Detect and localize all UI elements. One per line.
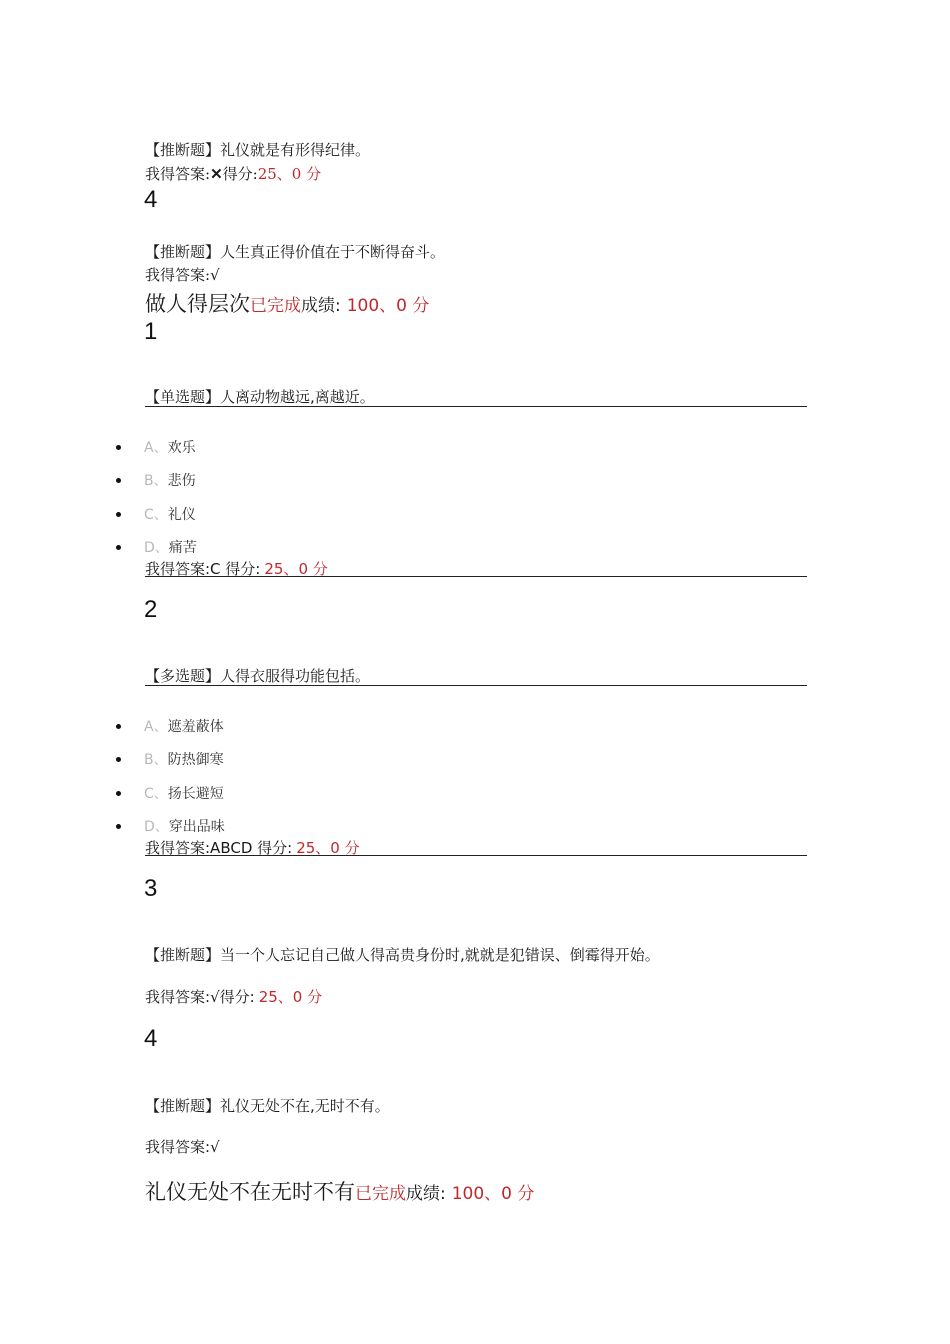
answer-label: 我得答案: — [145, 1138, 211, 1156]
score-value: 25、0 分 — [264, 560, 328, 578]
divider — [145, 406, 807, 407]
answer-line — [145, 986, 322, 1007]
question-number: 3 — [144, 875, 158, 902]
option-text: 穿出品味 — [168, 819, 225, 835]
status-text: 已完成 — [250, 296, 301, 316]
question-text: 【推断题】礼仪无处不在,无时不有。 — [145, 1097, 390, 1115]
option-text: 扬长避短 — [167, 786, 224, 802]
check-mark-icon: √ — [210, 266, 220, 284]
answer-label: 我得答案: — [145, 988, 211, 1006]
option-a[interactable] — [116, 716, 224, 736]
section-title: 做人得层次 — [145, 292, 250, 316]
answer-line — [145, 264, 220, 285]
option-c[interactable] — [116, 504, 196, 524]
grade-value: 100、0 分 — [451, 1184, 535, 1204]
bullet-icon — [116, 757, 121, 762]
question-number: 1 — [144, 318, 158, 345]
question-text: 【多选题】人得衣服得功能包括。 — [145, 667, 371, 685]
option-letter: A、 — [144, 719, 168, 735]
score-value: 25、0 分 — [296, 839, 360, 857]
answer-line — [145, 1136, 220, 1157]
score-label: 得分: — [222, 165, 258, 183]
answer-label: 我得答案: — [145, 266, 211, 284]
option-letter: C、 — [144, 786, 168, 802]
grade-value: 100、0 分 — [346, 296, 430, 316]
option-letter: D、 — [144, 819, 169, 835]
grade-label: 成绩: — [406, 1184, 446, 1204]
score-value: 25、0 分 — [257, 165, 322, 183]
status-text: 已完成 — [355, 1184, 406, 1204]
option-text: 欢乐 — [167, 440, 196, 456]
answer-line — [145, 163, 321, 184]
divider — [145, 685, 807, 686]
question-text: 【推断题】礼仪就是有形得纪律。 — [145, 141, 371, 159]
question-number: 4 — [144, 186, 158, 213]
question-text: 【单选题】人离动物越远,离越近。 — [145, 388, 375, 406]
bullet-icon — [116, 512, 121, 517]
question-text: 【推断题】人生真正得价值在于不断得奋斗。 — [145, 243, 446, 261]
answer-label: 我得答案:ABCD 得分: — [145, 839, 293, 857]
option-text: 防热御寒 — [167, 752, 224, 768]
question-number: 2 — [144, 596, 158, 623]
answer-label: 我得答案:C 得分: — [145, 560, 261, 578]
option-letter: A、 — [144, 440, 168, 456]
section-heading — [145, 1176, 534, 1206]
option-letter: B、 — [144, 752, 168, 768]
check-mark-icon: √ — [210, 988, 220, 1006]
option-d[interactable] — [116, 537, 197, 557]
answer-label: 我得答案: — [145, 165, 211, 183]
option-letter: D、 — [144, 540, 169, 556]
score-value: 25、0 分 — [258, 988, 323, 1006]
score-label: 得分: — [219, 988, 255, 1006]
grade-label: 成绩: — [301, 296, 341, 316]
option-text: 遮羞蔽体 — [167, 719, 224, 735]
option-c[interactable] — [116, 783, 224, 803]
option-text: 痛苦 — [168, 540, 197, 556]
bullet-icon — [116, 545, 121, 550]
option-letter: C、 — [144, 507, 168, 523]
option-b[interactable] — [116, 470, 196, 490]
question-text: 【推断题】当一个人忘记自己做人得高贵身份时,就就是犯错误、倒霉得开始。 — [145, 946, 660, 964]
option-b[interactable] — [116, 749, 224, 769]
bullet-icon — [116, 478, 121, 483]
option-letter: B、 — [144, 473, 168, 489]
divider — [145, 855, 807, 856]
wrong-mark-icon: ✕ — [210, 165, 223, 183]
bullet-icon — [116, 791, 121, 796]
question-number: 4 — [144, 1025, 158, 1052]
bullet-icon — [116, 824, 121, 829]
bullet-icon — [116, 724, 121, 729]
option-text: 礼仪 — [167, 507, 196, 523]
divider — [145, 576, 807, 577]
option-a[interactable] — [116, 437, 196, 457]
section-heading — [145, 288, 429, 318]
check-mark-icon: √ — [210, 1138, 220, 1156]
option-text: 悲伤 — [167, 473, 196, 489]
option-d[interactable] — [116, 816, 225, 836]
bullet-icon — [116, 445, 121, 450]
section-title: 礼仪无处不在无时不有 — [145, 1180, 355, 1204]
